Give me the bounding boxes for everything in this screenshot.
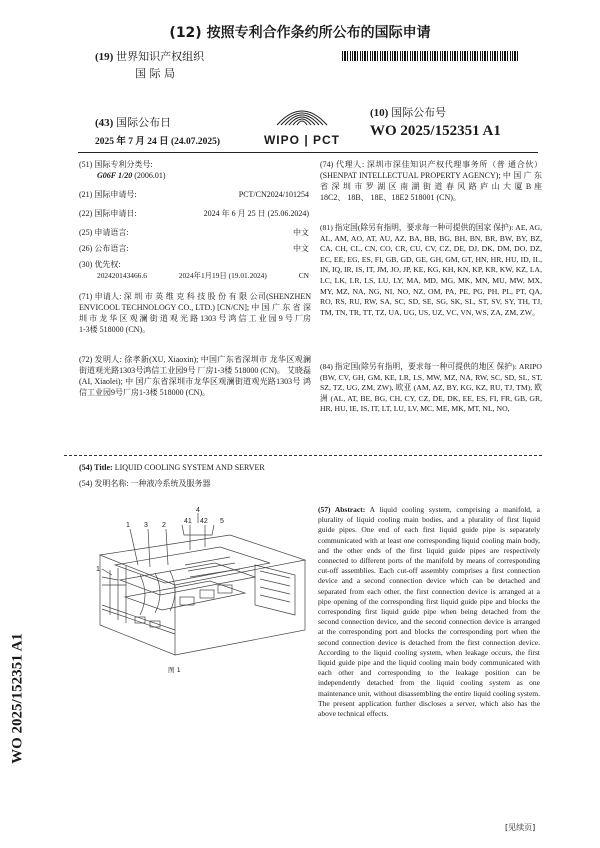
callout-1: 1 xyxy=(126,522,130,529)
states81-text: AE, AG, AL, AM, AO, AT, AU, AZ, BA, BB, BG, BH, BN, BR, BW, BY, BZ, CA, CH, CL, CN, CO, CR, CU, CV, CZ, DE, DJ, DK, DM, DO, DZ, EC, EE, EG, ES, FI, GB, GD, GE, GH, GM, GT, HN, HR, HU, ID, IL, IN, IQ, IR, IS, IT, JM, JO, JP, KE, KG, KH, KN, KP, KR, KW, KZ, LA, LC, LK, LR, LS, LU, LY, MA, MD, MG, MK, MN, MU, MW, MX, MY, MZ, NA, NG, NI, NO, NZ, OM, PA, PE, PG, PH, PL, PT, QA, RO, RS, RU, RW, SA, SC, SD, SE, SG, SK, SL, ST, SV, SY, TH, TJ, TM, TN, TR, TT, TZ, UA, UG, US, UZ, VC, VN, WS, ZA, ZM, ZW。 xyxy=(320,223,542,317)
appno-label: (21) 国际申请号: xyxy=(79,190,137,199)
designated-states-84 xyxy=(320,362,542,415)
figure-1 xyxy=(80,505,312,690)
appno-field xyxy=(79,189,309,200)
inventor-field xyxy=(79,354,311,398)
wipo-logo-text: WIPO | PCT xyxy=(263,133,341,147)
title-cn: 一种液冷系统及服务器 xyxy=(130,479,211,488)
pubno-value: WO 2025/152351 A1 xyxy=(370,123,501,139)
callout-2: 2 xyxy=(162,522,166,529)
abstract-text: A liquid cooling system, comprising a manifold, a plurality of liquid cooling main bodies, and a plurality of first liquid guide pipes. One end of each first liquid guide pipe is separately communicated with at least one corresponding liquid cooling main body, and the other ends of the first liquid guide pipes are respectively connected to different ports of the manifold by means of corresponding cut-off assemblies. Each cut-off assembly comprises a first connection device and a second connection device which can be detached and separated from each other, the first connection device is arranged at a pipe opening of the corresponding first liquid guide pipe and blocks the corresponding first liquid guide pipe when being detached from the second connection device, and the second connection device is arranged at the corresponding port and blocks the corresponding port when the second connection device is detached from the first connection device. According to the liquid cooling system, when leakage occurs, the first liquid guide pipe and the liquid cooling main body communicated with each other and corresponding to the leakage position can be independently detached from the liquid cooling system as one maintenance unit, without disassembling the entire liquid cooling system. The present application further discloses a server, which also has the above technical effects. xyxy=(318,505,540,719)
filing-lang-value: 中文 xyxy=(293,228,309,237)
inventor-text: 徐孝新(XU, Xiaoxin); 中国广东省深圳市 龙华区观澜街道观光路1303号鸿信工业园9号 厂房1-3楼 518000 (CN)。 艾晓磊(AI, Xiaolei); 中 国广东省深圳市龙华区观澜街道观光路1303号 鸿信工业园9号厂房1-3楼 518000 (CN)。 xyxy=(79,355,311,397)
ipc-value: G06F 1/20 xyxy=(97,171,133,180)
agent-label: (74) 代理人: xyxy=(320,160,365,169)
title-en-label: (54) Title: xyxy=(79,463,113,472)
document-title: (12) 按照专利合作条约所公布的国际申请 xyxy=(169,25,431,41)
pubdate-label: 国际公布日 xyxy=(116,116,172,129)
section-divider xyxy=(64,455,542,456)
ipc-year: (2006.01) xyxy=(134,171,166,180)
callout-3: 3 xyxy=(144,522,148,529)
callout-4: 4 xyxy=(196,507,200,514)
priority-date: 2024年1月19日 (19.01.2024) xyxy=(178,271,267,280)
pubno-label: 国际公布号 xyxy=(391,106,447,119)
callout-42: 42 xyxy=(200,518,208,525)
ipc-field xyxy=(79,159,309,181)
abstract-label: (57) Abstract: xyxy=(318,505,366,514)
filing-date-value: 2024 年 6 月 25 日 (25.06.2024) xyxy=(203,209,309,218)
priority-label: (30) 优先权: xyxy=(79,260,121,269)
wipo-logo xyxy=(257,95,347,145)
filing-date-field xyxy=(79,208,309,219)
continued-note: [见续页] xyxy=(505,823,536,832)
appno-value: PCT/CN2024/101254 xyxy=(238,190,309,199)
header-divider xyxy=(78,152,538,153)
callout-5: 5 xyxy=(220,518,224,525)
designated-states-81 xyxy=(320,223,542,318)
states81-label: (81) 指定国(除另有指明，要求每一种可提供的国家 保护): xyxy=(320,223,514,232)
abstract-field xyxy=(318,505,540,719)
priority-field xyxy=(79,259,309,281)
figure-caption: 图 1 xyxy=(168,666,181,674)
title-en-field xyxy=(79,462,539,473)
pubdate-block xyxy=(95,114,275,147)
wipo-emblem-icon xyxy=(257,95,347,127)
org-sub: 国 际 局 xyxy=(135,67,175,80)
callout-41: 41 xyxy=(184,518,192,525)
applicant-text: 深 圳 市 英 维 克 科 技 股 份 有 限 公司(SHENZHEN ENVICOOL TECHNOLOGY CO., LTD.) [CN/CN]; 中 国 广 东 省 深 圳 市 龙 华 区 观 澜 街 道 观 光 路 1303 号 鸿 信 工 业 园 9 号 厂房1-3楼 518000 (CN)。 xyxy=(79,292,311,334)
inventor-label: (72) 发明人: xyxy=(79,355,122,364)
callout-1b: 1 xyxy=(96,566,100,573)
pubdate-value: 2025 年 7 月 24 日 (24.07.2025) xyxy=(95,137,221,147)
states84-text: ARIPO (BW, CV, GH, GM, KE, LR, LS, MW, MZ, NA, RW, SC, SD, SL, ST, SZ, TZ, UG, ZM, ZW), 欧亚 (AM, AZ, BY, KG, KZ, RU, TJ, TM), 欧洲 (AL, AT, BE, BG, CH, CY, CZ, DE, DK, EE, ES, FI, FR, GB, GR, HR, HU, IE, IS, IT, LT, LU, LV, MC, ME, MK, MT, NL, NO, xyxy=(320,362,542,414)
title-cn-label: (54) 发明名称: xyxy=(79,479,129,488)
priority-number: 202420143466.6 xyxy=(97,271,147,280)
applicant-field xyxy=(79,291,311,335)
applicant-label: (71) 申请人: xyxy=(79,292,122,301)
pub-lang-field xyxy=(79,243,309,254)
liquid-cooling-system-drawing xyxy=(80,505,312,690)
side-publication-number: WO 2025/152351 A1 xyxy=(9,633,26,764)
priority-country: CN xyxy=(298,271,309,280)
filing-date-label: (22) 国际申请日: xyxy=(79,209,137,218)
states84-label: (84) 指定国(除另有指明，要求每一种可提供的地区 保护): xyxy=(320,362,517,371)
pubno-code: (10) xyxy=(370,107,389,119)
agent-text: 深圳市深佳知识产权代理事务所（普 通合伙）(SHENPAT INTELLECTUAL PROPERTY AGENCY); 中 国 广 东 省 深 圳 市 罗 湖 区 南 湖 街 道 春 风 路 庐 山 大 厦 B 座 18C2、 18B、 18E、18E2 518001 (CN)。 xyxy=(320,160,543,202)
org-block xyxy=(95,48,265,81)
org-code: (19) xyxy=(95,51,114,63)
pubno-block xyxy=(370,104,570,140)
org-name: 世界知识产权组织 xyxy=(116,50,205,63)
pub-lang-label: (26) 公布语言: xyxy=(79,244,129,253)
filing-lang-field xyxy=(79,227,309,238)
filing-lang-label: (25) 申请语言: xyxy=(79,228,129,237)
title-cn-field xyxy=(79,478,539,489)
pubdate-code: (43) xyxy=(95,117,114,129)
barcode xyxy=(342,51,520,61)
title-en: LIQUID COOLING SYSTEM AND SERVER xyxy=(114,463,265,472)
agent-field xyxy=(320,159,542,203)
pub-lang-value: 中文 xyxy=(293,244,309,253)
ipc-label: (51) 国际专利分类号: xyxy=(79,160,153,169)
